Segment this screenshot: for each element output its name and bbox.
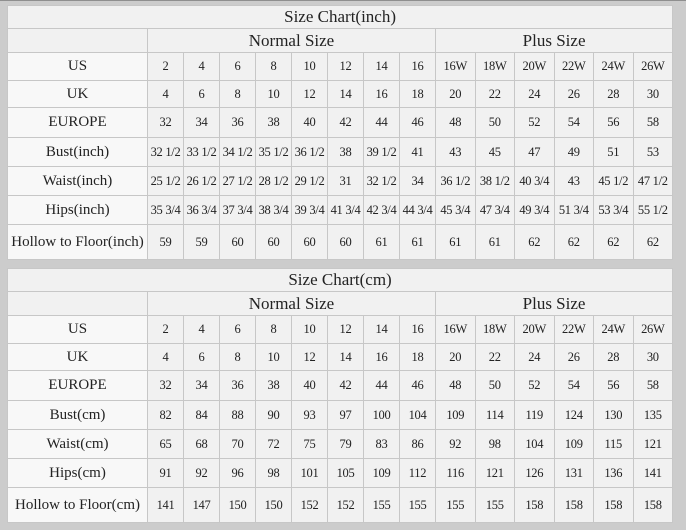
screenshot-top-edge [0, 0, 686, 1]
size-value-cell: 20 [436, 81, 476, 108]
row-label: Hollow to Floor(inch) [8, 225, 148, 260]
size-value-cell: 26 [554, 344, 594, 371]
size-value-cell: 131 [554, 459, 594, 488]
size-value-cell: 61 [364, 225, 400, 260]
size-value-cell: 6 [220, 316, 256, 344]
table-row-uk [8, 81, 673, 108]
size-value-cell: 14 [364, 316, 400, 344]
size-value-cell: 60 [328, 225, 364, 260]
table-row-bust-cm [8, 401, 673, 430]
size-value-cell: 98 [256, 459, 292, 488]
size-value-cell: 24 [515, 344, 555, 371]
size-value-cell: 22W [554, 53, 594, 81]
size-value-cell: 109 [554, 430, 594, 459]
size-value-cell: 51 [594, 138, 634, 167]
size-value-cell: 36 3/4 [184, 196, 220, 225]
row-label: Bust(inch) [8, 138, 148, 167]
size-value-cell: 54 [554, 108, 594, 138]
size-value-cell: 59 [184, 225, 220, 260]
size-value-cell: 14 [328, 81, 364, 108]
size-value-cell: 28 [594, 81, 634, 108]
size-value-cell: 61 [475, 225, 515, 260]
size-value-cell: 152 [292, 488, 328, 523]
size-value-cell: 52 [515, 371, 555, 401]
size-value-cell: 14 [328, 344, 364, 371]
table-row-us [8, 316, 673, 344]
size-value-cell: 40 [292, 108, 328, 138]
size-value-cell: 58 [633, 371, 673, 401]
column-group-header-row [8, 292, 673, 316]
size-value-cell: 31 [328, 167, 364, 196]
size-value-cell: 36 1/2 [436, 167, 476, 196]
size-value-cell: 36 1/2 [292, 138, 328, 167]
size-value-cell: 18W [475, 53, 515, 81]
size-value-cell: 121 [633, 430, 673, 459]
size-value-cell: 16 [400, 53, 436, 81]
size-value-cell: 32 [148, 371, 184, 401]
column-group-header-row [8, 29, 673, 53]
size-value-cell: 4 [148, 344, 184, 371]
size-value-cell: 44 [364, 108, 400, 138]
size-value-cell: 37 3/4 [220, 196, 256, 225]
size-value-cell: 59 [148, 225, 184, 260]
size-value-cell: 39 3/4 [292, 196, 328, 225]
size-value-cell: 34 [400, 167, 436, 196]
size-value-cell: 92 [436, 430, 476, 459]
size-value-cell: 60 [292, 225, 328, 260]
size-value-cell: 4 [184, 316, 220, 344]
size-value-cell: 44 3/4 [400, 196, 436, 225]
size-value-cell: 61 [436, 225, 476, 260]
size-value-cell: 104 [400, 401, 436, 430]
size-value-cell: 121 [475, 459, 515, 488]
size-value-cell: 114 [475, 401, 515, 430]
row-header-spacer-cell [8, 29, 148, 53]
table-row-hollow-to-floor-inch [8, 225, 673, 260]
size-chart-inch-table [7, 5, 673, 260]
size-value-cell: 8 [220, 344, 256, 371]
size-value-cell: 10 [256, 344, 292, 371]
size-value-cell: 49 3/4 [515, 196, 555, 225]
size-value-cell: 20W [515, 53, 555, 81]
size-value-cell: 30 [633, 344, 673, 371]
size-value-cell: 84 [184, 401, 220, 430]
size-value-cell: 155 [475, 488, 515, 523]
size-value-cell: 45 [475, 138, 515, 167]
size-value-cell: 18 [400, 344, 436, 371]
size-value-cell: 65 [148, 430, 184, 459]
size-value-cell: 54 [554, 371, 594, 401]
size-value-cell: 2 [148, 316, 184, 344]
size-value-cell: 16 [364, 81, 400, 108]
size-value-cell: 26W [633, 53, 673, 81]
size-value-cell: 32 [148, 108, 184, 138]
row-label: Waist(cm) [8, 430, 148, 459]
size-value-cell: 49 [554, 138, 594, 167]
table-row-europe [8, 371, 673, 401]
size-value-cell: 38 [256, 108, 292, 138]
size-value-cell: 158 [515, 488, 555, 523]
size-value-cell: 6 [220, 53, 256, 81]
size-value-cell: 30 [633, 81, 673, 108]
size-value-cell: 58 [633, 108, 673, 138]
size-value-cell: 27 1/2 [220, 167, 256, 196]
size-value-cell: 12 [292, 344, 328, 371]
size-value-cell: 158 [554, 488, 594, 523]
size-value-cell: 75 [292, 430, 328, 459]
size-chart-cm [7, 268, 673, 523]
size-value-cell: 8 [256, 53, 292, 81]
size-value-cell: 45 3/4 [436, 196, 476, 225]
size-value-cell: 41 3/4 [328, 196, 364, 225]
size-value-cell: 82 [148, 401, 184, 430]
size-value-cell: 6 [184, 81, 220, 108]
size-value-cell: 22 [475, 344, 515, 371]
size-value-cell: 135 [633, 401, 673, 430]
table-row-bust-inch [8, 138, 673, 167]
size-value-cell: 48 [436, 108, 476, 138]
normal-size-header: Normal Size [148, 292, 436, 316]
size-value-cell: 34 [184, 371, 220, 401]
size-value-cell: 62 [594, 225, 634, 260]
size-value-cell: 96 [220, 459, 256, 488]
size-value-cell: 28 [594, 344, 634, 371]
size-value-cell: 112 [400, 459, 436, 488]
size-value-cell: 158 [633, 488, 673, 523]
size-value-cell: 141 [633, 459, 673, 488]
size-value-cell: 43 [436, 138, 476, 167]
size-value-cell: 56 [594, 371, 634, 401]
size-value-cell: 24W [594, 53, 634, 81]
size-value-cell: 50 [475, 371, 515, 401]
size-value-cell: 101 [292, 459, 328, 488]
size-value-cell: 38 [256, 371, 292, 401]
size-value-cell: 28 1/2 [256, 167, 292, 196]
size-value-cell: 25 1/2 [148, 167, 184, 196]
size-value-cell: 20 [436, 344, 476, 371]
size-value-cell: 33 1/2 [184, 138, 220, 167]
size-value-cell: 97 [328, 401, 364, 430]
size-value-cell: 150 [220, 488, 256, 523]
plus-size-header: Plus Size [436, 292, 673, 316]
size-value-cell: 12 [328, 53, 364, 81]
size-value-cell: 38 3/4 [256, 196, 292, 225]
size-value-cell: 40 [292, 371, 328, 401]
size-value-cell: 155 [436, 488, 476, 523]
size-value-cell: 68 [184, 430, 220, 459]
size-value-cell: 47 1/2 [633, 167, 673, 196]
size-value-cell: 35 3/4 [148, 196, 184, 225]
size-value-cell: 34 [184, 108, 220, 138]
size-value-cell: 22 [475, 81, 515, 108]
size-value-cell: 24W [594, 316, 634, 344]
table-title-row [8, 6, 673, 29]
size-value-cell: 18W [475, 316, 515, 344]
size-value-cell: 26W [633, 316, 673, 344]
size-value-cell: 41 [400, 138, 436, 167]
table-title: Size Chart(cm) [8, 269, 673, 292]
size-value-cell: 116 [436, 459, 476, 488]
size-value-cell: 62 [633, 225, 673, 260]
row-header-spacer-cell [8, 292, 148, 316]
size-value-cell: 4 [184, 53, 220, 81]
size-value-cell: 16W [436, 53, 476, 81]
table-row-hips-inch [8, 196, 673, 225]
size-value-cell: 119 [515, 401, 555, 430]
size-value-cell: 130 [594, 401, 634, 430]
size-value-cell: 155 [364, 488, 400, 523]
table-row-us [8, 53, 673, 81]
row-label: UK [8, 81, 148, 108]
size-value-cell: 152 [328, 488, 364, 523]
row-label: Hollow to Floor(cm) [8, 488, 148, 523]
size-value-cell: 150 [256, 488, 292, 523]
size-value-cell: 39 1/2 [364, 138, 400, 167]
size-value-cell: 56 [594, 108, 634, 138]
size-value-cell: 42 [328, 371, 364, 401]
size-value-cell: 10 [256, 81, 292, 108]
size-value-cell: 90 [256, 401, 292, 430]
size-value-cell: 8 [256, 316, 292, 344]
row-label: Waist(inch) [8, 167, 148, 196]
size-value-cell: 55 1/2 [633, 196, 673, 225]
table-title-row [8, 269, 673, 292]
size-value-cell: 83 [364, 430, 400, 459]
size-value-cell: 29 1/2 [292, 167, 328, 196]
table-row-hollow-to-floor-cm [8, 488, 673, 523]
size-value-cell: 126 [515, 459, 555, 488]
size-value-cell: 124 [554, 401, 594, 430]
size-value-cell: 42 [328, 108, 364, 138]
size-value-cell: 38 1/2 [475, 167, 515, 196]
size-value-cell: 10 [292, 53, 328, 81]
size-value-cell: 46 [400, 108, 436, 138]
size-value-cell: 147 [184, 488, 220, 523]
table-title: Size Chart(inch) [8, 6, 673, 29]
size-value-cell: 50 [475, 108, 515, 138]
size-value-cell: 109 [436, 401, 476, 430]
plus-size-header: Plus Size [436, 29, 673, 53]
size-value-cell: 60 [256, 225, 292, 260]
size-value-cell: 47 3/4 [475, 196, 515, 225]
size-chart-cm-table [7, 268, 673, 523]
row-label: US [8, 53, 148, 81]
row-label: Hips(cm) [8, 459, 148, 488]
size-value-cell: 38 [328, 138, 364, 167]
size-value-cell: 53 3/4 [594, 196, 634, 225]
size-value-cell: 100 [364, 401, 400, 430]
size-value-cell: 47 [515, 138, 555, 167]
size-value-cell: 22W [554, 316, 594, 344]
size-value-cell: 61 [400, 225, 436, 260]
size-value-cell: 2 [148, 53, 184, 81]
size-value-cell: 141 [148, 488, 184, 523]
size-value-cell: 136 [594, 459, 634, 488]
size-value-cell: 43 [554, 167, 594, 196]
size-value-cell: 16W [436, 316, 476, 344]
size-value-cell: 115 [594, 430, 634, 459]
table-row-hips-cm [8, 459, 673, 488]
size-value-cell: 158 [594, 488, 634, 523]
size-value-cell: 62 [515, 225, 555, 260]
size-value-cell: 26 [554, 81, 594, 108]
size-value-cell: 10 [292, 316, 328, 344]
size-value-cell: 86 [400, 430, 436, 459]
row-label: Bust(cm) [8, 401, 148, 430]
size-value-cell: 6 [184, 344, 220, 371]
size-value-cell: 60 [220, 225, 256, 260]
size-value-cell: 44 [364, 371, 400, 401]
row-label: US [8, 316, 148, 344]
size-value-cell: 4 [148, 81, 184, 108]
size-value-cell: 18 [400, 81, 436, 108]
size-value-cell: 88 [220, 401, 256, 430]
size-value-cell: 46 [400, 371, 436, 401]
size-value-cell: 155 [400, 488, 436, 523]
row-label: Hips(inch) [8, 196, 148, 225]
size-value-cell: 53 [633, 138, 673, 167]
size-value-cell: 8 [220, 81, 256, 108]
size-value-cell: 14 [364, 53, 400, 81]
size-value-cell: 91 [148, 459, 184, 488]
size-value-cell: 52 [515, 108, 555, 138]
table-row-waist-inch [8, 167, 673, 196]
size-value-cell: 34 1/2 [220, 138, 256, 167]
size-value-cell: 109 [364, 459, 400, 488]
size-value-cell: 12 [328, 316, 364, 344]
size-value-cell: 40 3/4 [515, 167, 555, 196]
size-value-cell: 45 1/2 [594, 167, 634, 196]
size-value-cell: 32 1/2 [148, 138, 184, 167]
normal-size-header: Normal Size [148, 29, 436, 53]
row-label: EUROPE [8, 108, 148, 138]
size-value-cell: 35 1/2 [256, 138, 292, 167]
table-row-europe [8, 108, 673, 138]
row-label: EUROPE [8, 371, 148, 401]
row-label: UK [8, 344, 148, 371]
size-value-cell: 36 [220, 108, 256, 138]
size-value-cell: 104 [515, 430, 555, 459]
size-value-cell: 70 [220, 430, 256, 459]
size-value-cell: 12 [292, 81, 328, 108]
size-value-cell: 62 [554, 225, 594, 260]
size-value-cell: 16 [364, 344, 400, 371]
size-value-cell: 48 [436, 371, 476, 401]
size-value-cell: 32 1/2 [364, 167, 400, 196]
size-value-cell: 36 [220, 371, 256, 401]
size-value-cell: 105 [328, 459, 364, 488]
size-value-cell: 72 [256, 430, 292, 459]
table-row-uk [8, 344, 673, 371]
size-value-cell: 20W [515, 316, 555, 344]
size-value-cell: 42 3/4 [364, 196, 400, 225]
size-value-cell: 24 [515, 81, 555, 108]
size-chart-inch [7, 5, 673, 260]
size-value-cell: 92 [184, 459, 220, 488]
size-value-cell: 16 [400, 316, 436, 344]
table-row-waist-cm [8, 430, 673, 459]
size-value-cell: 26 1/2 [184, 167, 220, 196]
size-value-cell: 93 [292, 401, 328, 430]
size-value-cell: 79 [328, 430, 364, 459]
size-value-cell: 51 3/4 [554, 196, 594, 225]
size-value-cell: 98 [475, 430, 515, 459]
